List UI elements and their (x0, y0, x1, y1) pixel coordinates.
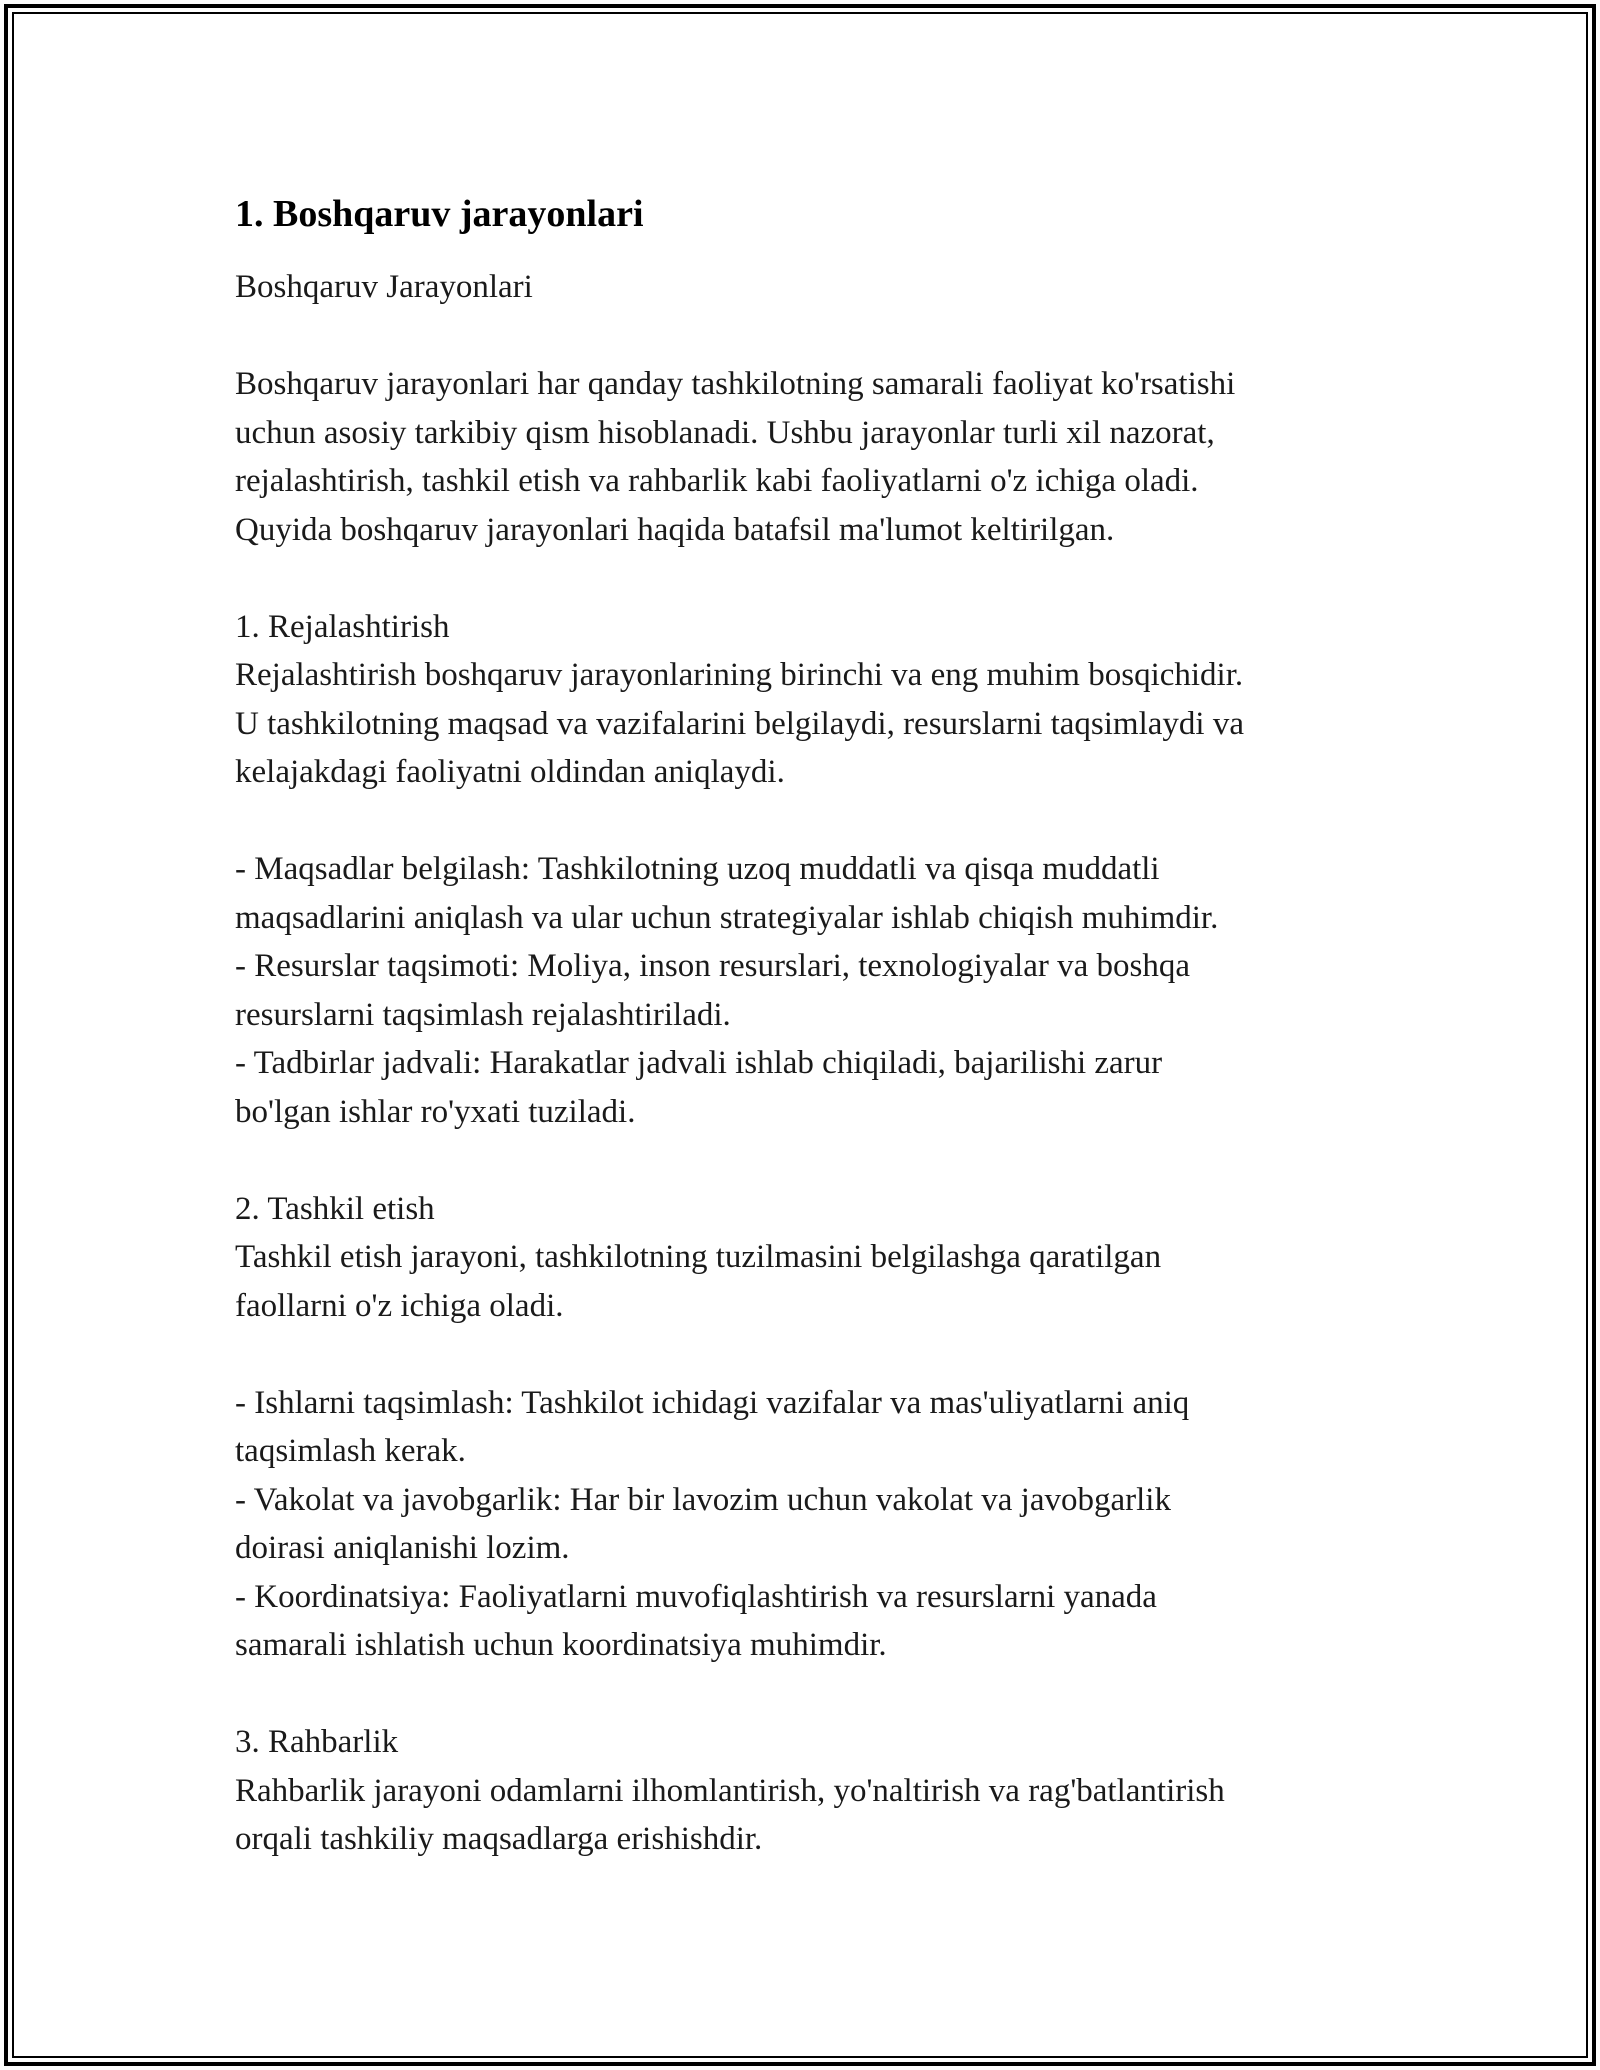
section-heading: 2. Tashkil etish (235, 1190, 435, 1227)
intro-paragraph (235, 360, 1395, 554)
bullet-line: maqsadlarini aniqlash va ular uchun strategiyalar ishlab chiqish muhimdir. (235, 899, 1219, 936)
section-heading: 1. Rejalashtirish (235, 608, 450, 645)
section-description-line: U tashkilotning maqsad va vazifalarini belgilaydi, resurslarni taqsimlaydi va (235, 705, 1244, 742)
section-description-line: Rejalashtirish boshqaruv jarayonlarining birinchi va eng muhim bosqichidir. (235, 657, 1244, 693)
section-rahbarlik (235, 1718, 1395, 1864)
intro-line: rejalashtirish, tashkil etish va rahbarlik kabi faoliyatlarni o'z ichiga oladi. (235, 463, 1199, 499)
section-description-line: faollarni o'z ichiga oladi. (235, 1287, 564, 1324)
paragraph-gap (235, 554, 1395, 603)
bullet-line: - Koordinatsiya: Faoliyatlarni muvofiqlashtirish va resurslarni yanada (235, 1578, 1157, 1615)
section-description-line: orqali tashkiliy maqsadlarga erishishdir. (235, 1821, 763, 1857)
document-title: 1. Boshqaruv jarayonlari (235, 193, 644, 235)
paragraph-gap (235, 312, 1395, 361)
section-heading: 3. Rahbarlik (235, 1724, 399, 1760)
intro-line: Quyida boshqaruv jarayonlari haqida batafsil ma'lumot keltirilgan. (235, 511, 1115, 548)
bullet-line: doirasi aniqlanishi lozim. (235, 1530, 570, 1566)
paragraph-gap (235, 1330, 1395, 1379)
bullet-line: resurslarni taqsimlash rejalashtiriladi. (235, 996, 731, 1033)
section-tashkil-etish (235, 1185, 1395, 1670)
paragraph-gap (235, 1670, 1395, 1719)
bullet-line: samarali ishlatish uchun koordinatsiya muhimdir. (235, 1627, 887, 1663)
section-rejalashtirish (235, 603, 1395, 1137)
bullet-line: - Vakolat va javobgarlik: Har bir lavozim uchun vakolat va javobgarlik (235, 1481, 1171, 1518)
bullet-line: bo'lgan ishlar ro'yxati tuziladi. (235, 1093, 636, 1130)
section-description-line: kelajakdagi faoliyatni oldindan aniqlaydi. (235, 754, 785, 790)
section-description-line: Tashkil etish jarayoni, tashkilotning tuzilmasini belgilashga qaratilgan (235, 1239, 1162, 1275)
paragraph-gap (235, 1136, 1395, 1185)
bullet-line: - Tadbirlar jadvali: Harakatlar jadvali ishlab chiqiladi, bajarilishi zarur (235, 1045, 1163, 1081)
bullet-line: - Resurslar taqsimoti: Moliya, inson resurslari, texnologiyalar va boshqa (235, 948, 1190, 984)
bullet-line: - Ishlarni taqsimlash: Tashkilot ichidagi vazifalar va mas'uliyatlarni aniq (235, 1384, 1190, 1421)
document-subtitle: Boshqaruv Jarayonlari (235, 269, 533, 305)
intro-line: uchun asosiy tarkibiy qism hisoblanadi. Ushbu jarayonlar turli xil nazorat, (235, 414, 1215, 451)
intro-line: Boshqaruv jarayonlari har qanday tashkilotning samarali faoliyat ko'rsatishi (235, 366, 1236, 402)
bullet-line: taqsimlash kerak. (235, 1433, 466, 1469)
bullet-line: - Maqsadlar belgilash: Tashkilotning uzoq muddatli va qisqa muddatli (235, 851, 1160, 887)
document-body (235, 185, 1395, 1864)
paragraph-gap (235, 797, 1395, 846)
section-description-line: Rahbarlik jarayoni odamlarni ilhomlantirish, yo'naltirish va rag'batlantirish (235, 1772, 1225, 1809)
